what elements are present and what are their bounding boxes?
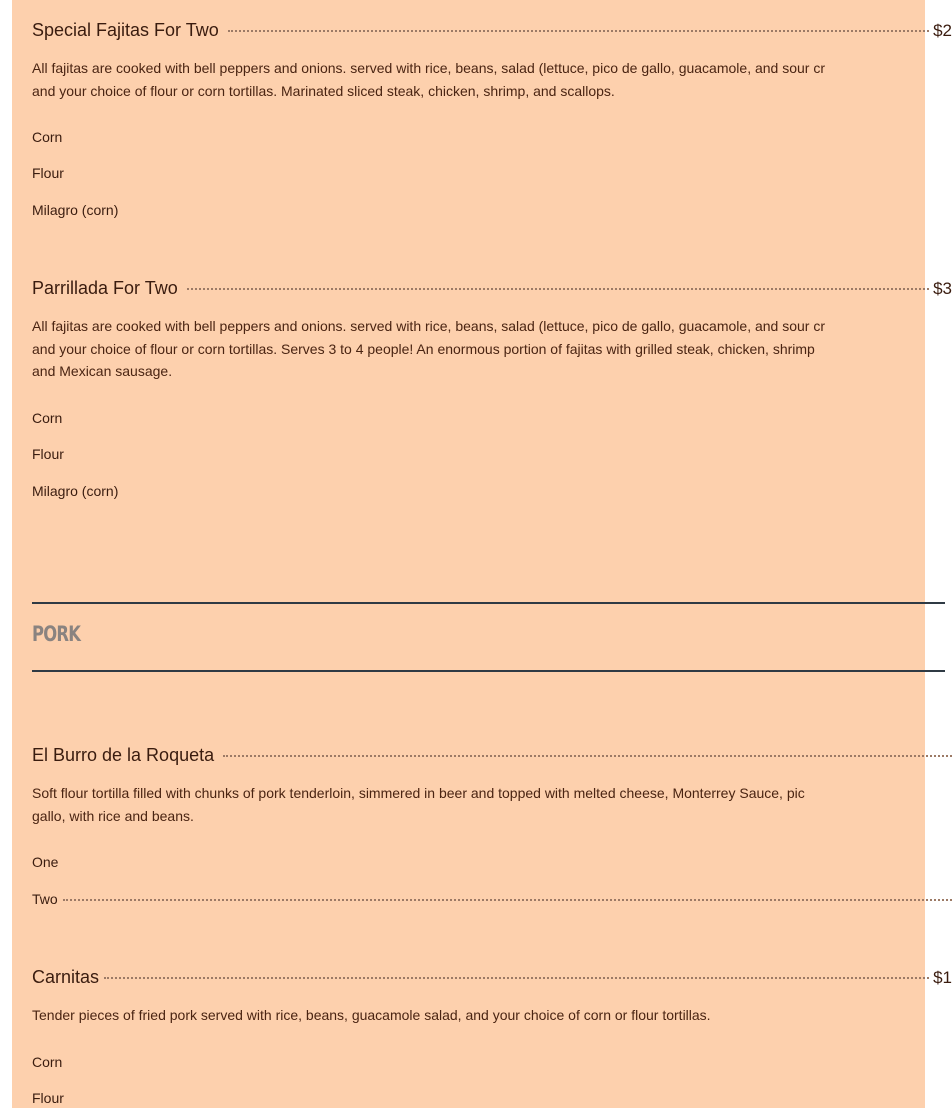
description-line: gallo, with rice and beans. (32, 807, 194, 824)
option-corn[interactable]: Corn (32, 1054, 63, 1070)
option-one[interactable]: One (32, 854, 59, 870)
option-two-row[interactable] (32, 891, 952, 907)
menu-item-description (32, 1004, 952, 1027)
menu-item-price: $3 (933, 279, 952, 298)
menu-item-header (32, 745, 952, 766)
dot-leader (104, 977, 929, 979)
description-line: Soft flour tortilla filled with chunks of pork tenderloin, simmered in beer and topped with melted cheese, Monterrey Sauce, pic (32, 785, 805, 801)
menu-item-special-fajitas (32, 20, 952, 102)
menu-item-description (32, 782, 952, 827)
option-milagro-corn[interactable]: Milagro (corn) (32, 483, 119, 499)
menu-item-title: Carnitas (32, 967, 100, 987)
description-line: and your choice of flour or corn tortillas. Marinated sliced steak, chicken, shrimp, and scallops. (32, 82, 615, 99)
menu-panel (12, 0, 952, 1108)
description-line: Tender pieces of fried pork served with rice, beans, guacamole salad, and your choice of corn or flour tortillas. (32, 1007, 711, 1023)
description-line: and Mexican sausage. (32, 363, 173, 379)
option-flour[interactable]: Flour (32, 1090, 64, 1106)
section-title: PORK (32, 622, 81, 646)
dot-leader (228, 30, 929, 32)
menu-item-title: Special Fajitas For Two (32, 20, 219, 40)
option-flour[interactable]: Flour (32, 446, 64, 462)
menu-item-price: $1 (933, 968, 952, 987)
dot-leader (223, 755, 952, 757)
dot-leader (63, 899, 952, 901)
menu-item-parrillada (32, 278, 952, 383)
menu-item-title: Parrillada For Two (32, 278, 178, 298)
menu-item-header (32, 20, 952, 41)
menu-item-carnitas (32, 967, 952, 1027)
menu-item-description (32, 57, 952, 102)
menu-item-header (32, 967, 952, 988)
section-divider-bottom (32, 670, 945, 672)
section-divider-top (32, 602, 945, 604)
option-two[interactable]: Two (32, 891, 58, 907)
description-line: All fajitas are cooked with bell peppers and onions. served with rice, beans, salad (lettuce, pico de gallo, guacamole, and sour cr (32, 60, 826, 76)
description-line: All fajitas are cooked with bell peppers and onions. served with rice, beans, salad (lettuce, pico de gallo, guacamole, and sour cr (32, 318, 826, 334)
menu-item-price: $2 (933, 21, 952, 40)
menu-item-title: El Burro de la Roqueta (32, 745, 215, 765)
description-line: and your choice of flour or corn tortillas. Serves 3 to 4 people! An enormous portion of fajitas with grilled steak, chicken, shrimp (32, 340, 815, 357)
option-flour[interactable]: Flour (32, 165, 64, 181)
menu-item-header (32, 278, 952, 299)
menu-item-description (32, 315, 952, 383)
option-corn[interactable]: Corn (32, 410, 63, 426)
option-corn[interactable]: Corn (32, 129, 63, 145)
option-milagro-corn[interactable]: Milagro (corn) (32, 202, 119, 218)
dot-leader (187, 288, 929, 290)
menu-item-el-burro (32, 745, 952, 827)
